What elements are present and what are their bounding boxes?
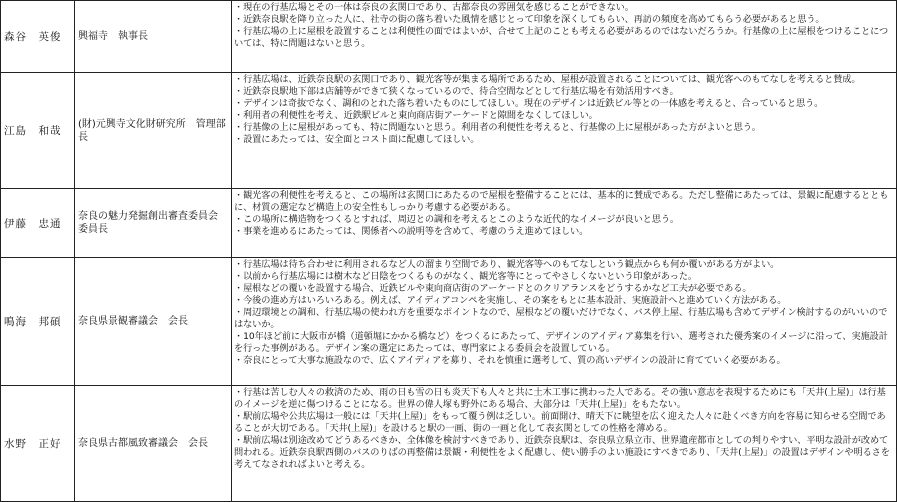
member-organization: 奈良の魅力発掘創出審査委員会 委員長: [75, 189, 232, 258]
comment-item: ・行基広場は待ち合わせに利用されるなど人の溜まり空間であり、観光客等へのもてなしという観点からも何か覆いがある方がよい。: [234, 259, 780, 270]
member-comments: [232, 386, 897, 502]
member-name: 伊藤 忠通: [1, 189, 75, 258]
member-comments: [232, 189, 897, 258]
table-row: [1, 386, 897, 502]
member-organization: (財)元興寺文化財研究所 管理部長: [75, 73, 232, 189]
comment-item: ・行基広場は、近鉄奈良駅の玄関口であり、観光客等が集まる場所であるため、屋根が設置されることについては、観光客へのもてなしを考えると賛成。: [234, 74, 861, 85]
member-name: 鳴海 邦碩: [1, 258, 75, 386]
table-row: [1, 258, 897, 386]
member-comments: [232, 258, 897, 386]
comment-item: ・設置にあたっては、安全面とコスト面に配慮してほしい。: [234, 134, 480, 146]
comment-item: ・駅前広場は別途改めてどうあるべきか、全体像を検討すべきであり、近鉄奈良駅は、奈良県立県立市、世界遺産都市としての判りやすい、平明な設計が改めて問われる。近鉄奈良駅西側のバスのりばの再整備は景観・利便性をよく配慮し、使い勝手のよい施設にすべきであり、「天井(上屋)」の設置はデザインや明るさを考えてなされればよいと考える。: [234, 435, 890, 471]
comment-item: ・利用者の利便性を考え、近鉄駅ビルと東向商店街アーケードと隙間をなくしてほしい。: [234, 110, 598, 122]
comment-item: ・現在の行基広場とその一体は奈良の玄関口であり、古都奈良の雰囲気を感じることができない。: [234, 2, 634, 13]
member-comments: [232, 1, 897, 73]
comment-item: ・行基広場の上に屋根を設置することは利便性の面ではよいが、合せて上記のことも考える必要があるのではないだろうか。行基像の上に屋根をつけることについては、特に問題はないと思う。: [234, 26, 889, 50]
table-row: [1, 73, 897, 189]
comment-item: ・事業を進めるにあたっては、関係者への説明等を含めて、考慮のうえ進めてほしい。: [234, 226, 589, 238]
table-row: [1, 1, 897, 73]
comment-item: ・今後の進め方はいろいろある。例えば、アイディアコンペを実施し、その案をもとに基本設計、実施設計へと進めていく方法がある。: [234, 295, 787, 307]
member-organization: 奈良県景観審議会 会長: [75, 258, 232, 386]
member-name: 水野 正好: [1, 386, 75, 502]
member-comments: [232, 73, 897, 189]
comment-item: ・行基像の上に屋根があっても、特に問題ないと思う。利用者の利便性を考えると、行基像の上に屋根があった方がよいと思う。: [234, 122, 761, 134]
comment-item: ・近鉄奈良駅を降り立った人に、社寺の街の落ち着いた風情を感じとって印象を深くしてもらい、再訪の頻度を高めてもらう必要があると思う。: [234, 14, 825, 26]
comment-item: ・以前から行基広場には樹木など日陰をつくるものがなく、観光客等にとってやさしくないという印象があった。: [234, 271, 698, 283]
comment-item: ・近鉄奈良駅地下部は店舗等ができて狭くなっているので、待合空間などとして行基広場を有効活用すべき。: [234, 86, 679, 98]
comment-item: ・この場所に構造物をつくるとすれば、周辺との調和を考えるとこのような近代的なイメージが良いと思う。: [234, 214, 680, 226]
member-name: 森谷 英俊: [1, 1, 75, 73]
comment-item: ・行基は苦しむ人々の救済のため、雨の日も雪の日も炎天下も人々と共に土木工事に携わった人である。その強い意志を表現するためにも「天井(上屋)」は行基のイメージを逆に傷つけることになる。世界の偉人塚も野外にある場合、大部分は「天井(上屋)」をもたない。: [234, 387, 886, 411]
comment-item: ・観光客の利便性を考えると、この場所は玄関口にあたるので屋根を整備することには、基本的に賛成である。ただし整備にあたっては、景観に配慮するとともに、材質の選定など構造上の安全性もしっかり考慮する必要がある。: [234, 190, 889, 214]
comment-item: ・屋根などの覆いを設置する場合、近鉄ビルや東向商店街のアーケードとのクリアランスをどうするかなど工夫が必要である。: [234, 283, 752, 295]
member-name: 江島 和哉: [1, 73, 75, 189]
member-organization: 奈良県古都風致審議会 会長: [75, 386, 232, 502]
comment-item: ・デザインは奇抜でなく、調和のとれた落ち着いたものにしてほしい。現在のデザインは近鉄ビル等との一体感を考えると、合っていると思う。: [234, 98, 824, 110]
comment-item: ・奈良にとって大事な施設なので、広くアイディアを募り、それを慎重に選考して、質の高いデザインの設計に育てていく必要がある。: [234, 355, 786, 367]
table-row: [1, 189, 897, 258]
comment-item: ・10年ほど前に大阪市が橋（道頓堀にかかる橋など）をつくるにあたって、デザインのアイディア募集を行い、選考された優秀案のイメージに沿って、実施設計を行った事例がある。デザイン案の選定にあたっては、専門家による委員会を設置している。: [234, 331, 888, 355]
comment-item: ・駅前広場や公共広場は一般には「天井(上屋)」をもって覆う例は乏しい。前面開け、晴天下に眺望を広く迎えた人々に赴くべき方向を容易に知らせる空間であることが大切である。「天井(上屋)」を設けると駅の一画、街の一画と化して表玄関としての性格を薄める。: [234, 411, 886, 435]
comment-item: ・周辺環境との調和、行基広場の使われ方を重要なポイントなので、屋根などの覆いだけでなく、バス停上屋、行基広場も含めてデザイン検討するのがいいのではないか。: [234, 307, 888, 331]
member-organization: 興福寺 執事長: [75, 1, 232, 73]
